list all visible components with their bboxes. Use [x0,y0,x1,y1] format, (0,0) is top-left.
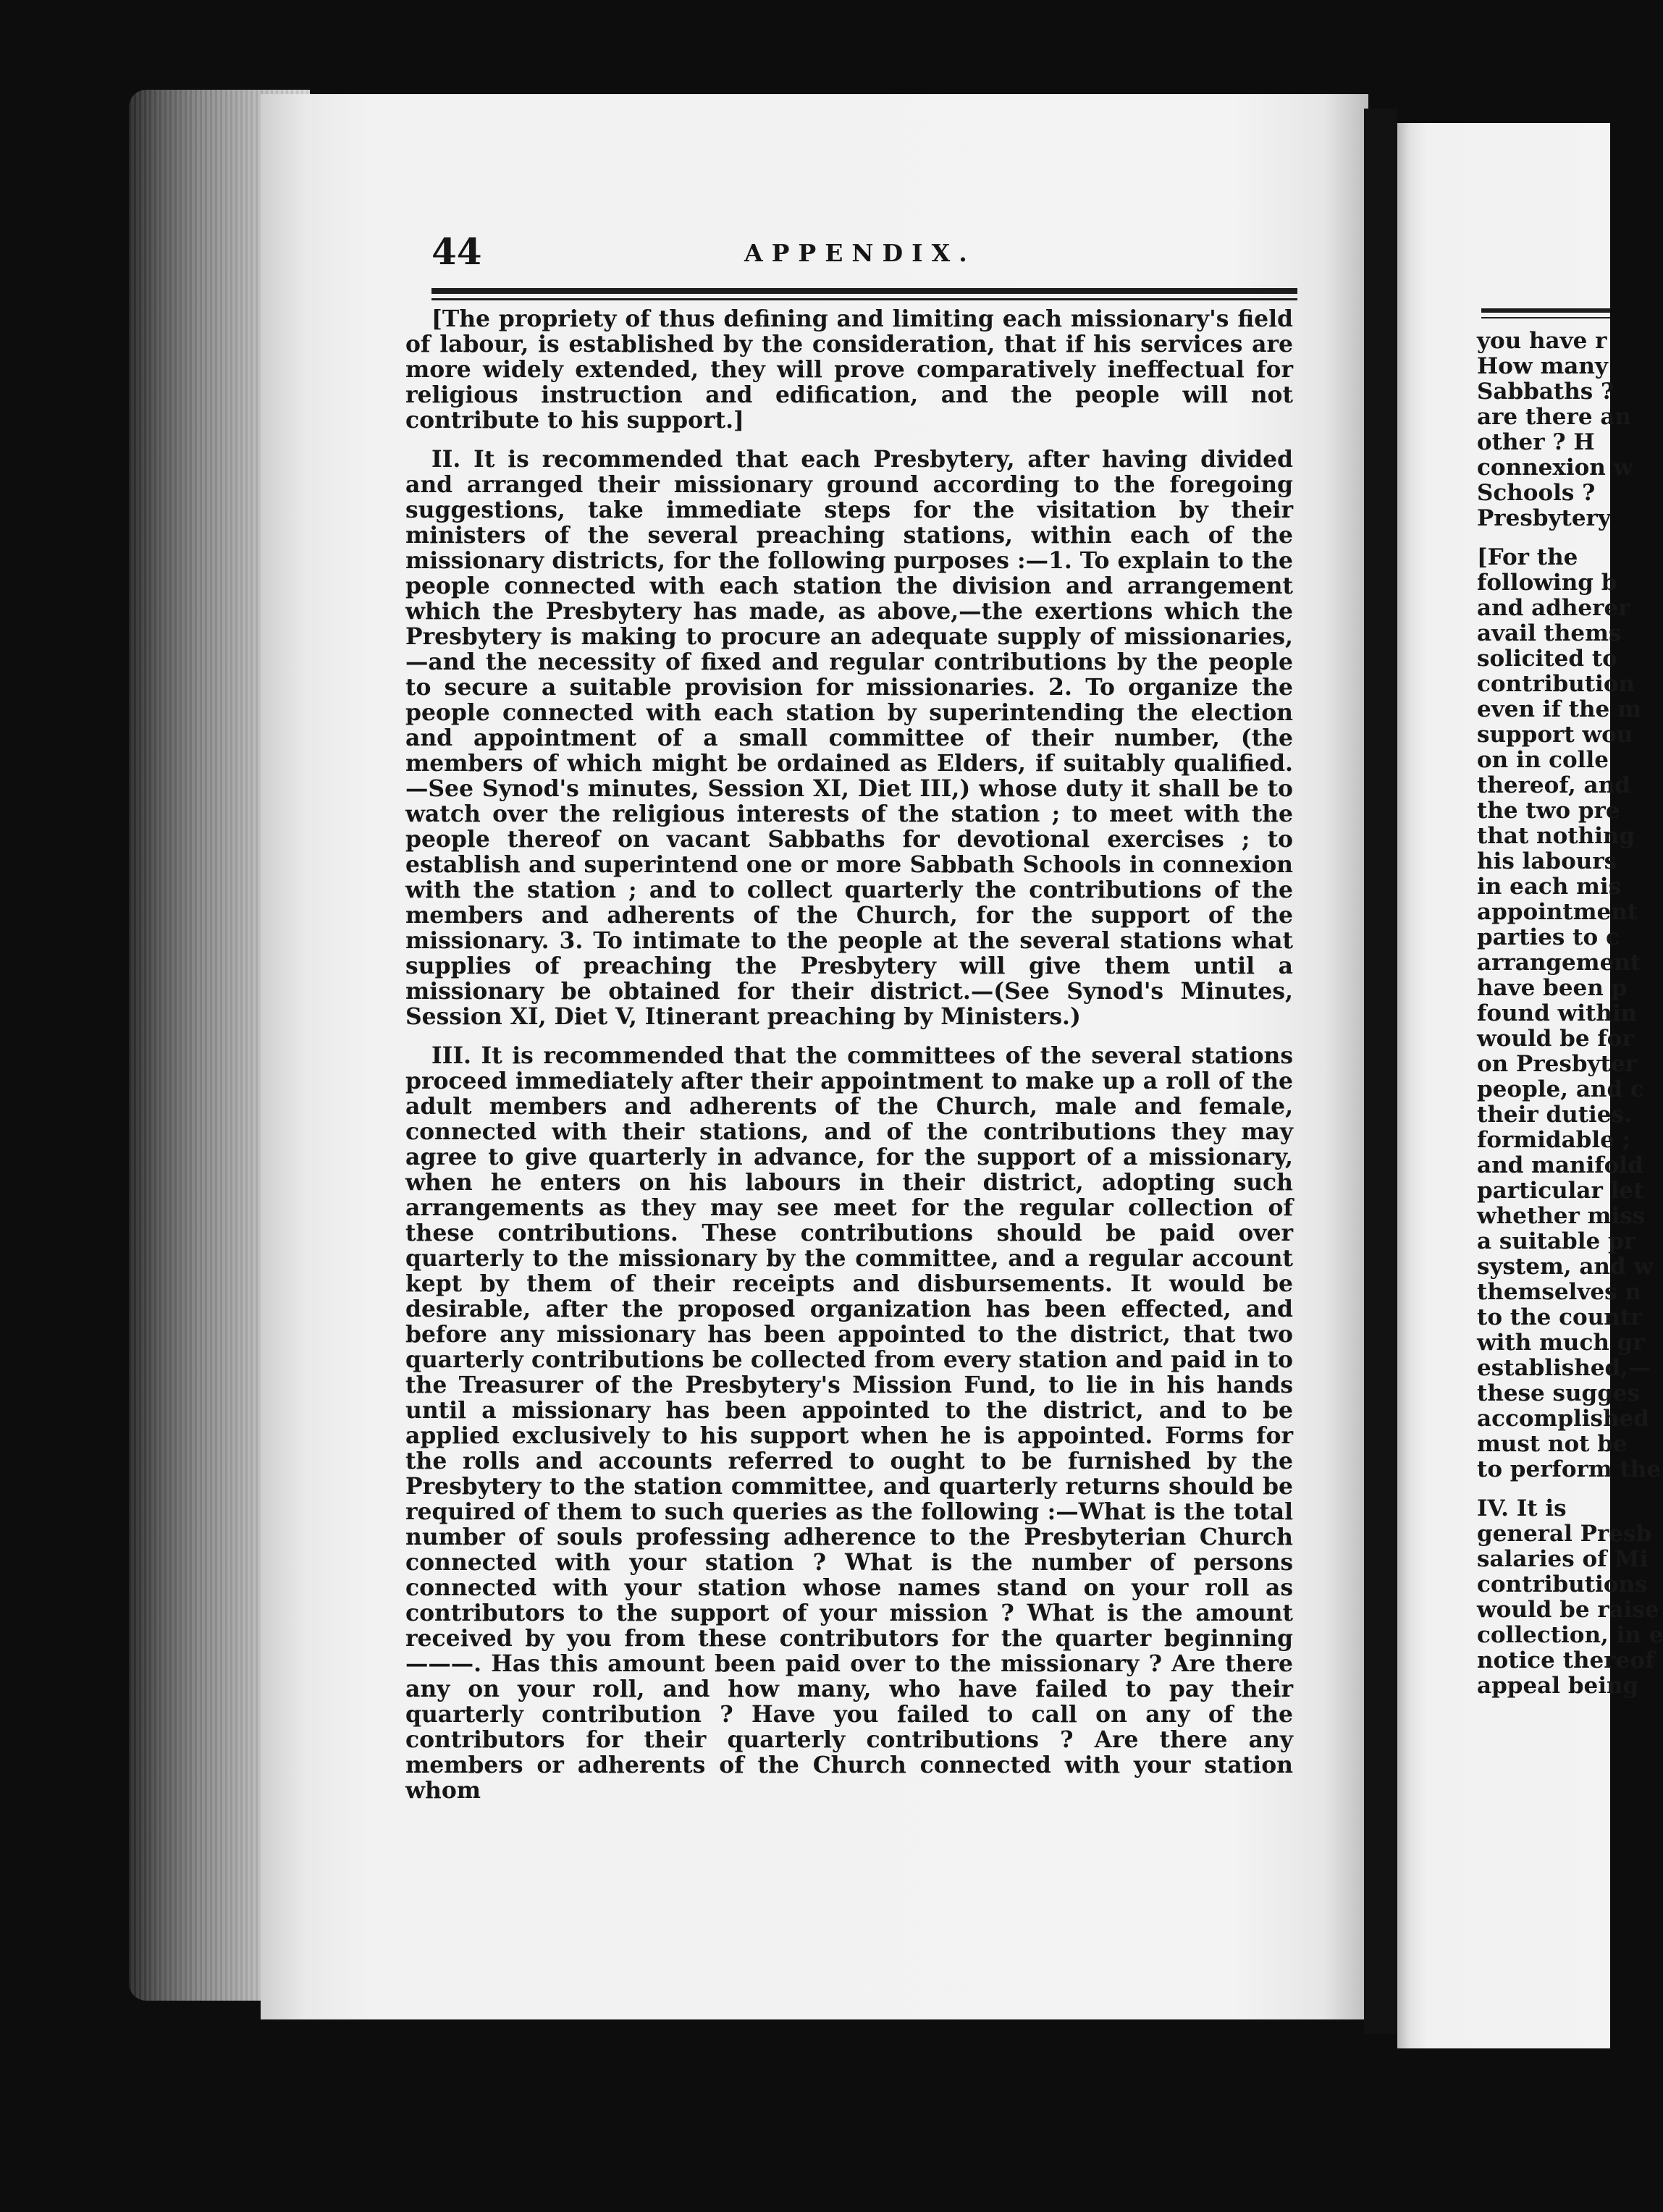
page-number: 44 [431,230,482,273]
right-page-line: accomplished [1477,1406,1649,1432]
right-page-fragment [1477,328,1663,1699]
right-page-line: parties to c [1477,924,1620,950]
right-header-rule-thin [1481,317,1610,318]
right-page-line: on Presbyter [1477,1051,1637,1077]
right-page-line: with much gr [1477,1330,1645,1356]
right-page-line: Sabbaths ? [1477,379,1614,405]
right-page-line: would be raise [1477,1597,1659,1623]
right-page-line: and adherer [1477,595,1630,621]
paragraph-section-iii: III. It is recommended that the committees of the several stations proceed immediately after their appointment to make up a roll of the adult members and adherents of the Church, male and female, connected with their stations, and of the contributions they may agree to give quarterly in advance, for the support of a missionary, when he enters on his labours in their district, adopting such arrangements as they may see meet for the regular collection of these contributions. These contributions should be paid over quarterly to the missionary by the committee, and a regular account kept by them of their receipts and disbursements. It would be desirable, after the proposed organization has been effected, and before any missionary has been appointed to the district, that two quarterly contributions be collected from every station and paid in to the Treasurer of the Presbytery's Mission Fund, to lie in his hands until a missionary has been appointed to the district, and to be applied exclusively to his support when he is appointed. Forms for the rolls and accounts referred to ought to be furnished by the Presbytery to the station committee, and quarterly returns should be required of them to such queries as the following :—What is the total number of souls professing adherence to the Presbyterian Church connected with your station ? What is the number of persons connected with your station whose names stand on your roll as contributors to the support of your mission ? What is the amount received by you from these contributors for the quarter beginning ———. Has this amount been paid over to the missionary ? Are there any on your roll, and how many, who have failed to pay their quarterly contribution ? Have you failed to call on any of the contributors for their quarterly contributions ? Are there any members or adherents of the Church connected with your station whom [405,1043,1293,1804]
right-page-line: would be for [1477,1026,1634,1052]
running-head: APPENDIX. [744,239,976,267]
right-page-line: Presbytery [1477,505,1611,531]
page-header [431,230,1300,282]
right-page-line: connexion w [1477,455,1633,481]
right-page-line: appointment [1477,899,1638,925]
right-page-line: whether miss [1477,1203,1646,1229]
right-page-line: established,— [1477,1355,1651,1381]
right-page-line: must not be [1477,1431,1628,1457]
right-page-line: the two pre [1477,798,1620,824]
right-page-line: are there an [1477,404,1631,430]
right-page-line: avail thems [1477,620,1622,646]
right-page-line: notice thereof [1477,1647,1655,1673]
header-rule-thin [431,298,1297,300]
right-page-line: people, and c [1477,1076,1644,1102]
right-page-line: even if the m [1477,696,1641,722]
paragraph-bracket-note: [The propriety of thus defining and limiting each missionary's field of labour, is established by the consideration, that if his services are more widely extended, they will prove comparatively ineffectual for religious instruction and edification, and the people will not contribute to his support.] [405,306,1293,434]
right-page-line: How many [1477,353,1608,379]
right-page-line: his labours [1477,848,1617,874]
right-page-line: these sugges [1477,1380,1641,1406]
book-gutter [1364,109,1397,2034]
right-page-line: solicited to [1477,646,1617,672]
left-page-body [405,307,1293,1818]
right-page-gap [1477,531,1622,545]
right-page-line: that nothing [1477,823,1635,849]
right-page-line: formidable ; [1477,1127,1631,1153]
right-page-gap [1477,1482,1622,1496]
paragraph-section-ii: II. It is recommended that each Presbytery, after having divided and arranged their missionary ground according to the foregoing suggestions, take immediate steps for the visitation by their ministers of the several preaching stations, within each of the missionary districts, for the following purposes :—1. To explain to the people connected with each station the division and arrangement which the Presbytery has made, as above,—the exertions which the Presbytery is making to procure an adequate supply of missionaries,—and the necessity of fixed and regular contributions by the people to secure a suitable provision for missionaries. 2. To organize the people connected with each station by superintending the election and appointment of a small committee of their number, (the members of which might be ordained as Elders, if suitably qualified.—See Synod's minutes, Session XI, Diet III,) whose duty it shall be to watch over the religious interests of the station ; to meet with the people thereof on vacant Sabbaths for devotional exercises ; to establish and superintend one or more Sabbath Schools in connexion with the station ; and to collect quarterly the contributions of the members and adherents of the Church, for the support of the missionary. 3. To intimate to the people at the several stations what supplies of preaching the Presbytery will give them until a missionary be obtained for their district.—(See Synod's Minutes, Session XI, Diet V, Itinerant preaching by Ministers.) [405,447,1293,1030]
right-page-line: contributions [1477,1571,1648,1597]
header-rule-thick [431,288,1297,294]
right-page-line: have been p [1477,975,1628,1001]
right-page-line: thereof, and [1477,772,1630,798]
right-page-line: in each mis [1477,874,1622,900]
right-page-line: on in colle [1477,747,1609,773]
right-page-line: following b [1477,570,1617,596]
right-page-line: Schools ? [1477,480,1596,506]
right-page-line: system, and w [1477,1254,1654,1280]
right-page-line: contribution [1477,671,1635,697]
right-page-line: other ? H [1477,429,1595,455]
right-page-line: to the countr [1477,1304,1643,1330]
right-page-line: IV. It is [1477,1495,1567,1521]
right-page-line: support wou [1477,722,1633,748]
right-page-line: to perform the [1477,1456,1662,1482]
right-page-line: appeal being [1477,1673,1639,1699]
right-page-line: [For the [1477,544,1578,570]
right-page-line: arrangement [1477,950,1641,976]
right-page-line: a suitable pr [1477,1228,1636,1254]
right-page-line: collection, in e [1477,1622,1663,1648]
right-page-line: and manifold [1477,1152,1643,1178]
right-page-line: salaries of Mi [1477,1546,1649,1572]
right-page-line: found within [1477,1000,1638,1026]
right-page-line: you have r [1477,328,1607,354]
right-page-line: particular let [1477,1178,1644,1204]
right-header-rule-thick [1481,308,1610,313]
right-page-line: general Presb [1477,1521,1652,1547]
right-page-line: their duties. [1477,1102,1632,1128]
right-page-line: themselves n [1477,1279,1641,1305]
